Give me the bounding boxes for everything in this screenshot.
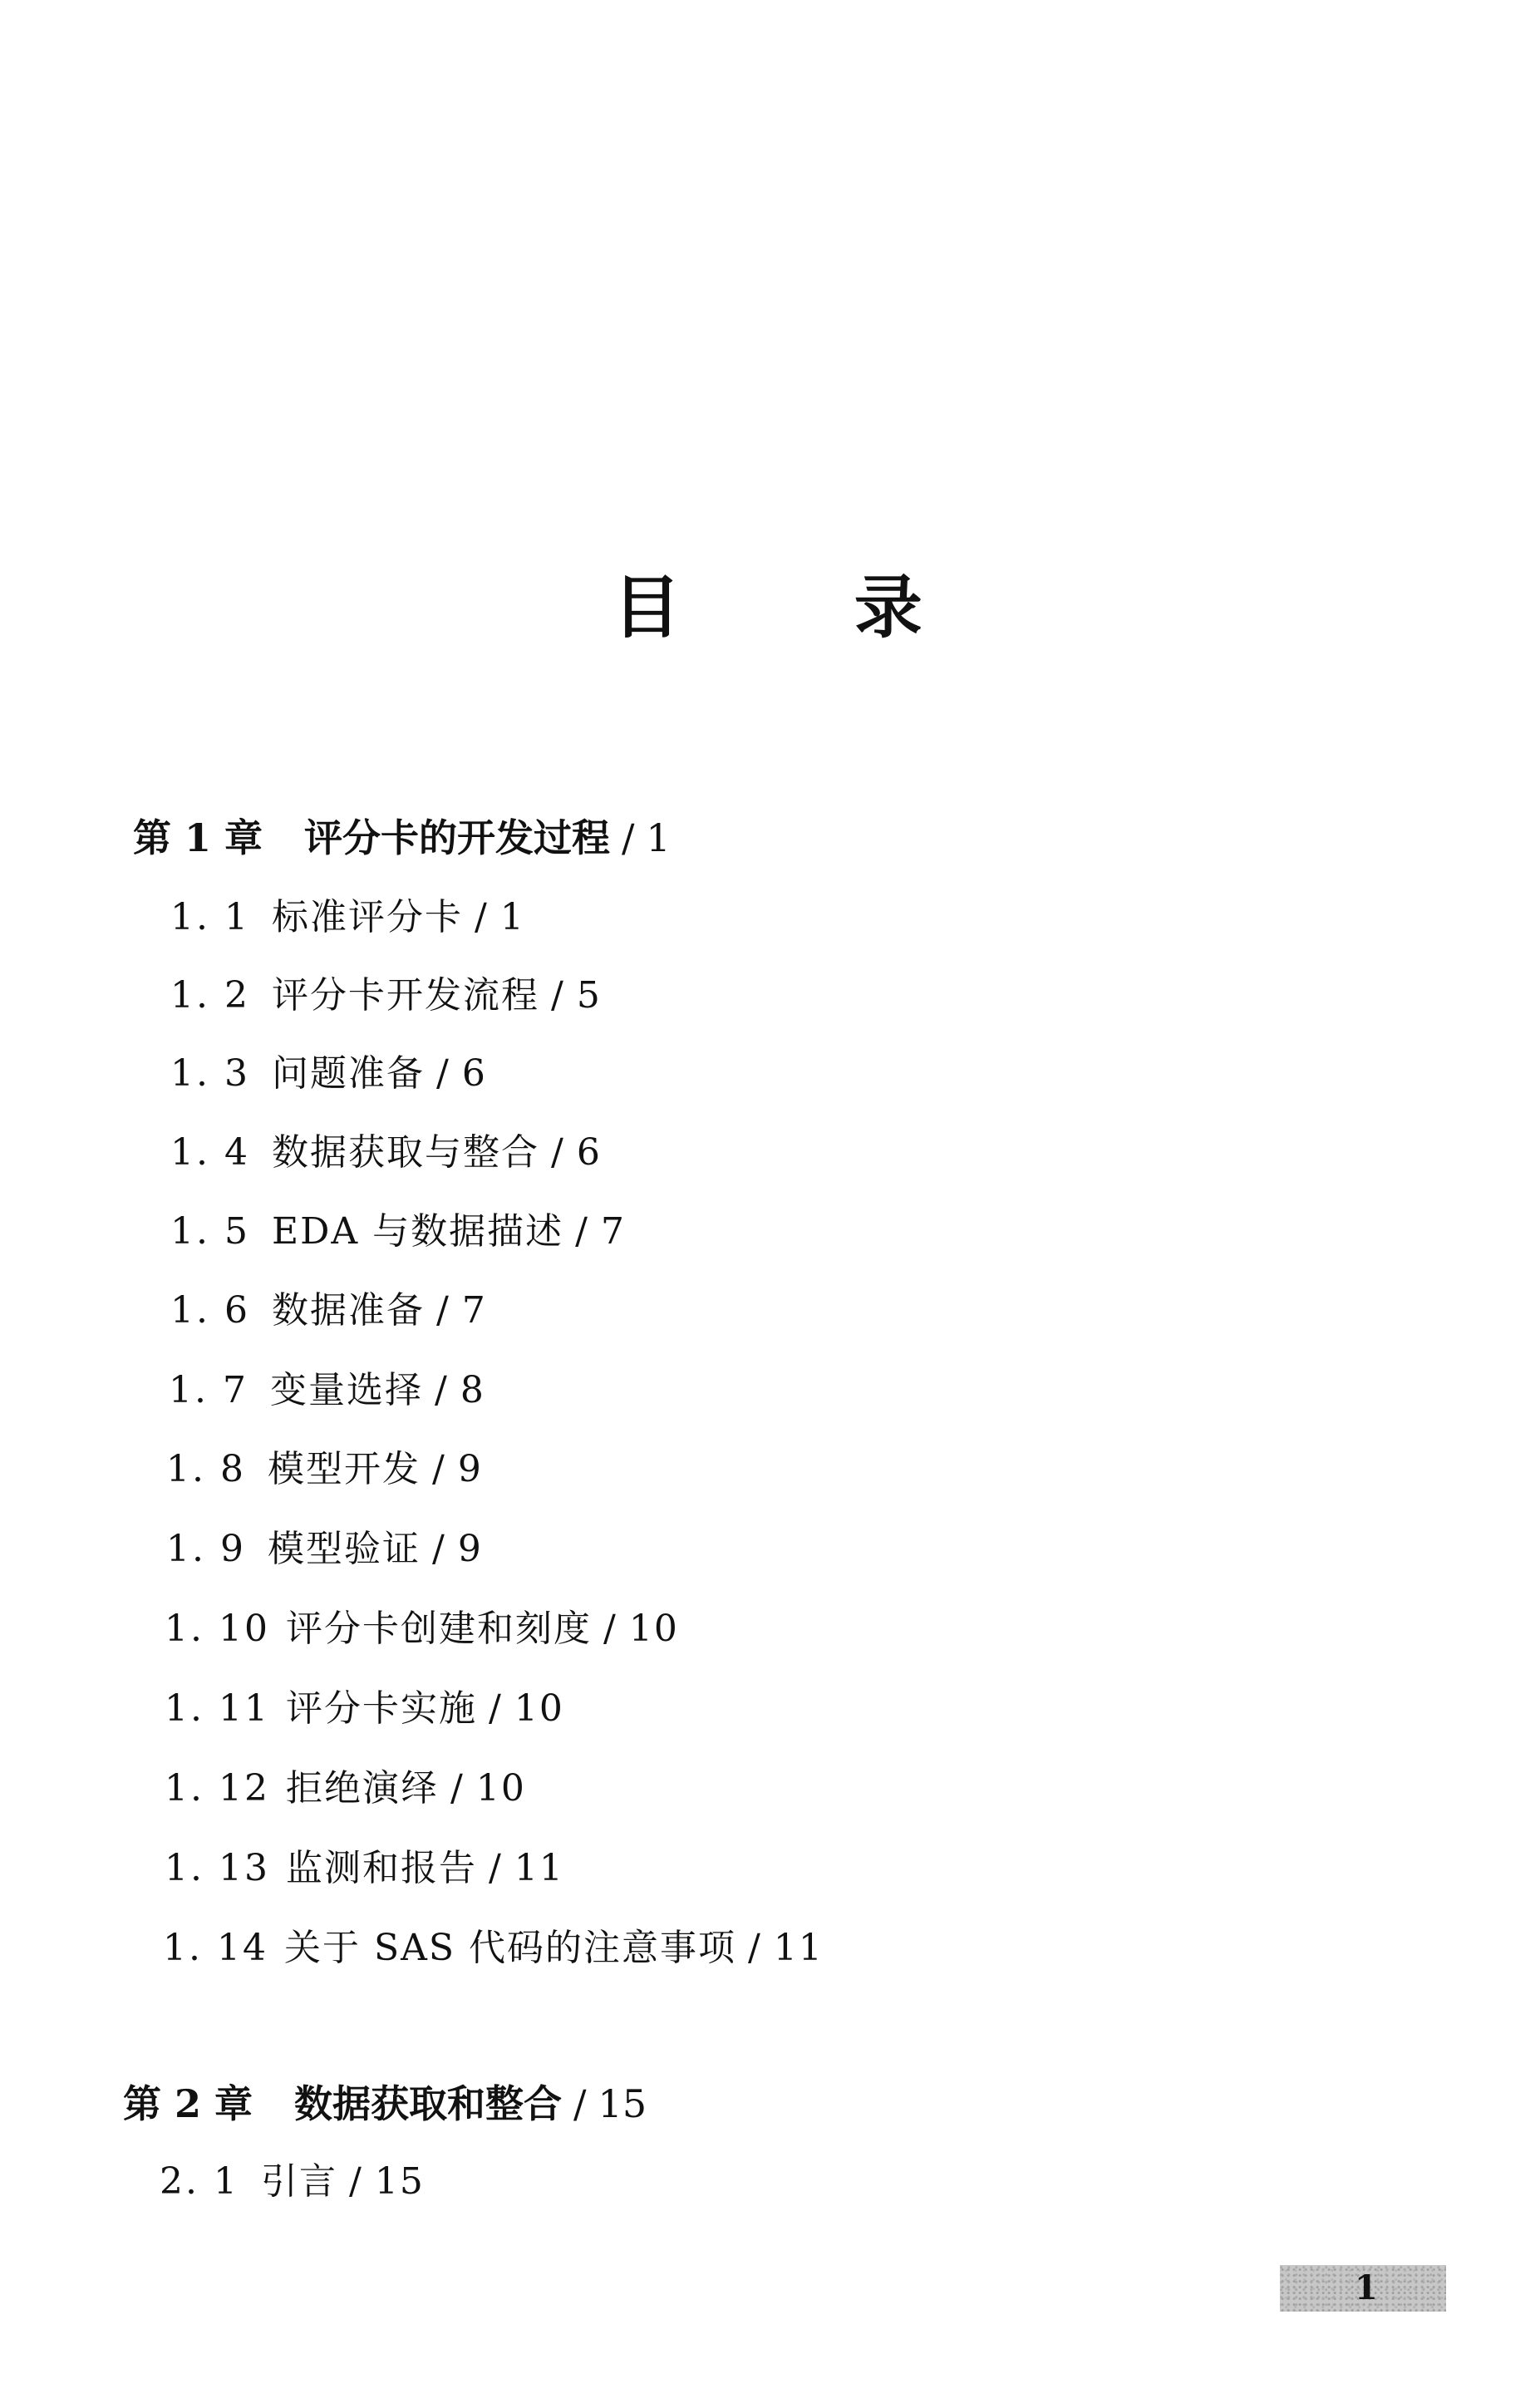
toc-entry (165, 1767, 526, 1810)
section-number: 1. 6 (170, 1289, 250, 1332)
chapter-number: 第 1 章 (133, 815, 263, 860)
section-title: 评分卡实施 (286, 1687, 477, 1730)
separator: / (622, 815, 635, 860)
separator: / (603, 1608, 617, 1650)
separator: / (435, 1369, 449, 1411)
section-page: 5 (576, 974, 602, 1017)
toc-entry (170, 896, 525, 938)
separator: / (748, 1927, 762, 1969)
toc-entry (170, 1052, 487, 1095)
chapter-page: 1 (646, 815, 671, 860)
separator: / (450, 1767, 465, 1810)
chapter-number: 第 2 章 (123, 2081, 253, 2126)
section-number: 1. 11 (165, 1687, 270, 1730)
section-page: 7 (461, 1289, 487, 1332)
toc-entry (166, 1528, 483, 1570)
section-title: 模型验证 (268, 1528, 421, 1570)
section-number: 1. 2 (170, 974, 250, 1017)
separator: / (436, 1052, 450, 1095)
separator: / (551, 1131, 565, 1174)
section-page: 6 (461, 1052, 487, 1095)
toc-entry (165, 1608, 679, 1650)
separator: / (573, 2081, 587, 2126)
page-title: 目 录 (613, 568, 997, 648)
toc-entry (170, 1289, 487, 1332)
separator: / (475, 896, 489, 938)
section-number: 1. 3 (170, 1052, 250, 1095)
section-title: 引言 (261, 2160, 337, 2203)
section-title: 变量选择 (270, 1369, 423, 1411)
separator: / (432, 1528, 446, 1570)
toc-entry (166, 1448, 483, 1490)
toc-entry (165, 1847, 564, 1889)
toc-entry (163, 1927, 824, 1969)
section-page: 6 (576, 1131, 602, 1174)
section-number: 1. 9 (166, 1528, 246, 1570)
section-page: 10 (475, 1767, 526, 1810)
separator: / (551, 974, 565, 1017)
chapter-title: 数据获取和整合 (294, 2081, 563, 2126)
section-number: 1. 13 (165, 1847, 270, 1889)
section-page: 11 (514, 1847, 564, 1889)
section-page: 7 (601, 1210, 626, 1253)
section-number: 2. 1 (160, 2160, 239, 2203)
separator: / (436, 1289, 450, 1332)
section-page: 9 (457, 1448, 483, 1490)
section-number: 1. 8 (166, 1448, 246, 1490)
separator: / (489, 1687, 503, 1730)
separator: / (489, 1847, 503, 1889)
separator: / (575, 1210, 589, 1253)
section-number: 1. 14 (163, 1927, 268, 1969)
toc-entry (170, 1210, 626, 1253)
separator: / (432, 1448, 446, 1490)
toc-entry (169, 1369, 485, 1411)
section-title: 关于 SAS 代码的注意事项 (284, 1927, 737, 1969)
section-number: 1. 5 (170, 1210, 250, 1253)
section-number: 1. 12 (165, 1767, 270, 1810)
chapter-page: 15 (598, 2081, 647, 2126)
section-number: 1. 7 (169, 1369, 248, 1411)
section-title: 评分卡开发流程 (272, 974, 539, 1017)
section-page: 10 (628, 1608, 679, 1650)
section-title: 数据准备 (272, 1289, 425, 1332)
chapter-heading (123, 2081, 647, 2126)
page-number-box (1280, 2265, 1446, 2312)
section-number: 1. 1 (170, 896, 250, 938)
section-title: 标准评分卡 (272, 896, 463, 938)
separator: / (349, 2160, 363, 2203)
section-page: 1 (499, 896, 525, 938)
section-title: 数据获取与整合 (272, 1131, 539, 1174)
section-title: 监测和报告 (286, 1847, 477, 1889)
chapter-title: 评分卡的开发过程 (304, 815, 611, 860)
section-page: 9 (457, 1528, 483, 1570)
section-title: 评分卡创建和刻度 (286, 1608, 592, 1650)
section-page: 10 (514, 1687, 564, 1730)
toc-entry (170, 1131, 602, 1174)
section-title: 模型开发 (268, 1448, 421, 1490)
page-number: 1 (1355, 2268, 1378, 2307)
toc-entry (170, 974, 602, 1017)
section-page: 15 (374, 2160, 425, 2203)
section-page: 8 (460, 1369, 485, 1411)
toc-entry (160, 2160, 425, 2203)
section-page: 11 (773, 1927, 824, 1969)
section-title: 问题准备 (272, 1052, 425, 1095)
section-number: 1. 10 (165, 1608, 270, 1650)
toc-entry (165, 1687, 564, 1730)
section-number: 1. 4 (170, 1131, 250, 1174)
chapter-heading (133, 815, 671, 860)
section-title: 拒绝演绎 (286, 1767, 439, 1810)
section-title: EDA 与数据描述 (272, 1210, 564, 1253)
